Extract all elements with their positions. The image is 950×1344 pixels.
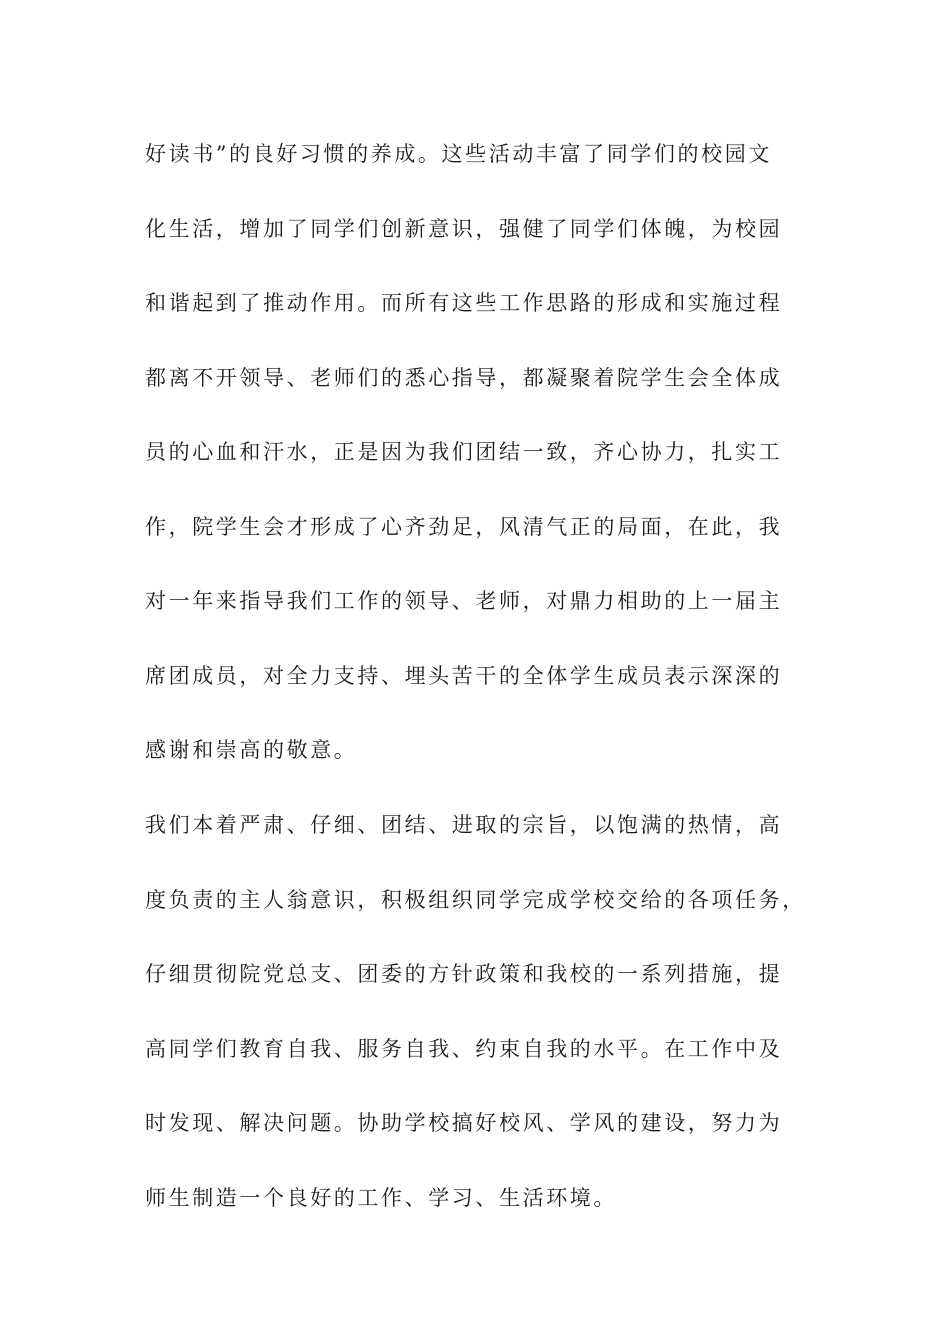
paragraph-line: 化生活，增加了同学们创新意识，强健了同学们体魄，为校园 — [145, 216, 783, 241]
paragraph-line: 度负责的主人翁意识，积极组织同学完成学校交给的各项任务， — [145, 887, 806, 912]
paragraph-line: 员的心血和汗水，正是因为我们团结一致，齐心协力，扎实工 — [145, 440, 783, 464]
paragraph-line: 都离不开领导、老师们的悉心指导，都凝聚着院学生会全体成 — [145, 365, 783, 390]
paragraph-line: 师生制造一个良好的工作、学习、生活环境。 — [145, 1185, 617, 1210]
paragraph-line: 好读书”的良好习惯的养成。这些活动丰富了同学们的校园文 — [145, 142, 772, 166]
paragraph-line: 高同学们教育自我、服务自我、约束自我的水平。在工作中及 — [145, 1036, 783, 1061]
paragraph-line: 感谢和崇高的敬意。 — [145, 738, 358, 762]
paragraph-line: 时发现、解决问题。协助学校搞好校风、学风的建设，努力为 — [145, 1111, 783, 1135]
paragraph-line: 对一年来指导我们工作的领导、老师，对鼎力相助的上一届主 — [145, 589, 783, 613]
paragraph-line: 和谐起到了推动作用。而所有这些工作思路的形成和实施过程 — [145, 291, 783, 315]
paragraph-line: 我们本着严肃、仔细、团结、进取的宗旨，以饱满的热情，高 — [145, 813, 783, 837]
paragraph-2 — [145, 788, 825, 1235]
paragraph-line: 仔细贯彻院党总支、团委的方针政策和我校的一系列措施，提 — [145, 962, 783, 986]
paragraph-1 — [145, 117, 825, 788]
paragraph-line: 作，院学生会才形成了心齐劲足，风清气正的局面，在此，我 — [145, 514, 783, 539]
paragraph-line: 席团成员，对全力支持、埋头苦干的全体学生成员表示深深的 — [145, 663, 783, 688]
